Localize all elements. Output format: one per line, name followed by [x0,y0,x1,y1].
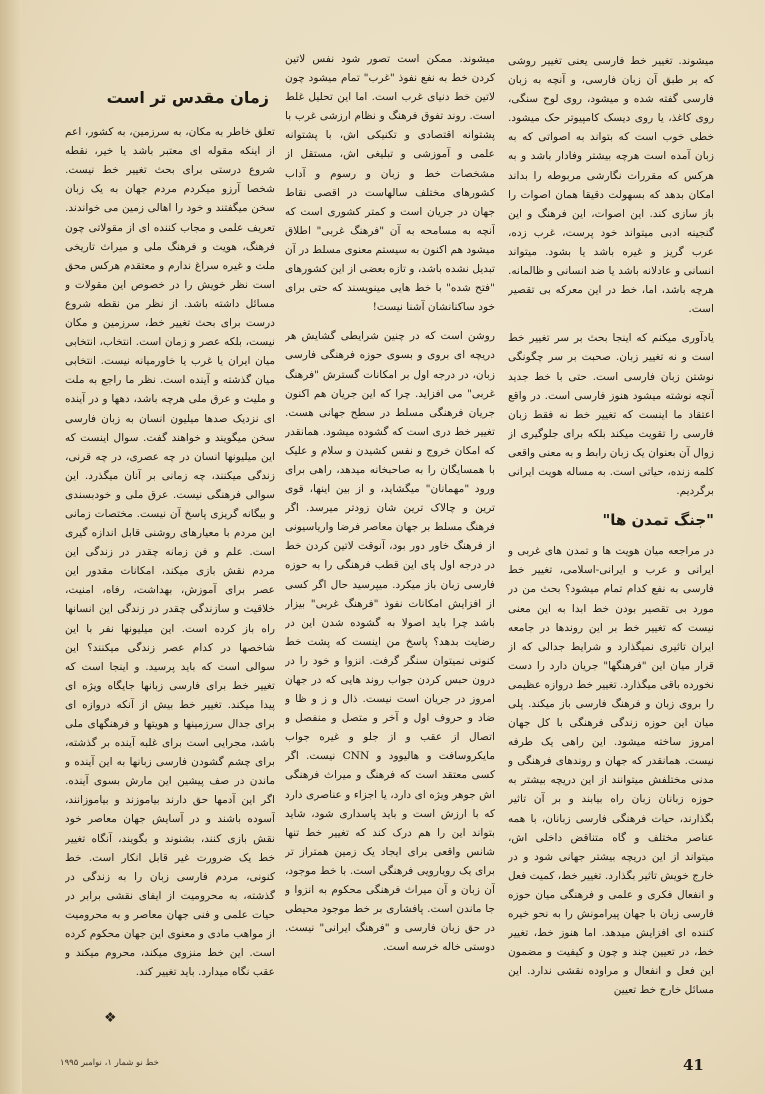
binding-shadow [0,0,22,1094]
column-left [65,52,275,1052]
paragraph: یادآوری میکنم که اینجا بحث بر سر تغییر خط است و نه تغییر زبان. صحبت بر سر چگونگی نوشتن زبان فارسی است. حتی با خط جدید آنچه نوشته میشود هنوز فارسی است. در واقع اعتقاد ما اینست که تغییر خط نه فقط زبان فارسی را تقویت میکند بلکه برای جلوگیری از زوال آن بعنوان یک زبان رابط و به معنی واقعی کلمه زنده، حیاتی است. به مساله هویت ایرانی برگردیم. [508,332,714,498]
end-ornament-icon: ❖ [104,1010,117,1026]
paragraph: میشوند. ممکن است تصور شود نفس لاتین کردن خط به نفع نفوذ "غرب" تمام میشود چون لاتین خط دنیای غرب است. اما این تحلیل غلط است. روند تفوق فرهنگ و نظام ارزشی غرب با پشتوانه اقتصادی و تکنیکی اش، با پشتوانه علمی و آموزشی و تبلیغی اش، مستقل از مشخصات خط و زبان و رسوم و آداب کشورهای مختلف سالهاست در اقصی نقاط جهان در جریان است و کمتر کشوری است که آنچه به مسامحه به آن "فرهنگ غربی" اطلاق میشود هم اکنون به سیستم معنوی مسلط در آن تبدیل نشده باشد، و تازه بعضی از این کشورهای "فتح شده" با خط هایی مینویسند که حتی برای خود ساکنانشان آشنا نیست! [285,53,495,314]
paragraph: روشن است که در چنین شرایطی گشایش هر دریچه ای بروی و بسوی حوزه فرهنگی فارسی زبان، در درجه اول بر امکانات گسترش "فرهنگ غربی" می افزاید. چرا که این جریان هم اکنون جریان فرهنگی مسلط در سطح جهانی هست. تغییر خط دری است که گشوده میشود. همانقدر که امکان خروج و نفس کشیدن و سلام و علیک با همسایگان را به صاحبخانه میدهد، راهی برای ورود "مهمانان" میگشاید، و از بین اینها، قوی ترین و چالاک ترین شان زودتر میرسد. اگر فرهنگ مسلط بر جهان معاصر فرضا واریاسیونی از فرهنگ خاور دور بود، آنوقت لاتین کردن خط در درجه اول پای این قطب فرهنگی را به حوزه فارسی زبان باز میکرد. میپرسید حال اگر کسی از افزایش امکانات نفوذ "فرهنگ غربی" بیزار باشد چرا باید اصولا به گشوده شدن این در رضایت بدهد؟ پاسخ من اینست که پشت خط کنونی نمیتوان سنگر گرفت. انزوا و خود را در درون حبس کردن جواب روند هایی که در جهان امروز در جریان است نیست. ذال و ز و ظا و ضاد و حروف اول و آخر و متصل و منفصل و اتصال از عقب و از جلو و غیره جواب مایکروسافت و هالیوود و CNN نیست. اگر کسی معتقد است که فرهنگ و میراث فرهنگی اش جوهر ویژه ای دارد، یا اجزاء و عناصری دارد که با ارزش است و باید پاسداری شود، شاید بتواند این را هم درک کند که تغییر خط تنها شانس واقعی برای ایجاد یک زمین همتراز تر برای یک رویارویی فرهنگی است. با خط موجود، آن زبان و آن میراث فرهنگی محکوم به انزوا و جا ماندن است. پافشاری بر خط موجود محیطی در حق زبان فارسی و "فرهنگ ایرانی" نیست. دوستی خاله خرسه است. [285,330,495,954]
column-right [508,52,714,1037]
paragraph: میشوند. تغییر خط فارسی یعنی تغییر روشی که بر طبق آن زبان فارسی، و آنچه به زبان فارسی گفته شده و میشود، روی لوح سنگی، روی کاغذ، یا روی دیسک کامپیوتر حک میشود. خطی خوب است که بتواند به اصواتی که به زبان آمده است هرچه بیشتر وفادار باشد و به هرکس که مقررات نگارشی مربوطه را بداند امکان بدهد که بسهولت دقیقا همان اصوات را باز سازی کند. این اصوات، این فرهنگ و این گنجینه ادبی میتواند خود پرست، غرب زده، عرب گریز و غیره باشد یا بشود. میتواند انسانی و عادلانه باشد یا ضد انسانی و ظالمانه. هرچه باشد، اما، خط در این معرکه بی تقصیر است. [508,55,714,316]
paragraph: در مراجعه میان هویت ها و تمدن های غربی و ایرانی و عرب و ایرانی-اسلامی، تغییر خط فارسی به نفع کدام تمام میشود؟ بحث من در مورد بی تقصیر بودن خط ابدا به این معنی نیست که تغییر خط بر این روندها در جامعه ایران تاثیری نمیگذارد و شرایط جدالی که از قرار میان این "فرهنگها" جریان دارد را دست نخورده باقی میگذارد. تغییر خط دروازه عظیمی را بروی زبان و فرهنگ فارسی باز میکند. پلی میان این حوزه زندگی فرهنگی با کل جهان امروز ساخته میشود. این راهی یک طرفه نیست. همانقدر که جهان و روندهای فرهنگی و مدنی مختلفش میتوانند از این دریچه بیشتر به حوزه زبانان زبان راه بیابند و بر آن تاثیر بگذارند، حیات فرهنگی فارسی زبانان، با همه عناصر مختلف و گاه متناقض داخلی اش، میتواند از این دریچه بیشتر جهانی شود و در خارج خویش تاثیر بگذارد. تغییر خط، کمیت فعل و انفعال فکری و علمی و فرهنگی میان حوزه فارسی زبان با جهان پیرامونش را به نحو خیره کننده ای افزایش میدهد. اما هنوز خط، تغییر خط، در تعیین چند و چون و کیفیت و مضمون این فعل و انفعال و مراوده نقشی ندارد. این مسائل خارج خط تعیین [508,545,714,997]
column-middle [285,50,495,1040]
paragraph: تعلق خاطر به مکان، به سرزمین، به کشور، اعم از اینکه مقوله ای معتبر باشد یا خیر، نقطه شروع درستی برای بحث تغییر خط نیست. شخصا آرزو میکردم مردم جهان به یک زبان سخن میگفتند و خود را اهالی زمین می خواندند. تعریف علمی و مجاب کننده ای از مقولاتی چون فرهنگ، هویت و فرهنگ ملی و میراث تاریخی ملت و غیره سراغ ندارم و معتقدم هرکس محق است نظر خویش را در خصوص این مقولات و مسائل داشته باشد. از نظر من نقطه شروع درست برای بحث تغییر خط، سرزمین و مکان نیست، بلکه عصر و زمان است. انتخاب، انتخابی میان ایران یا غرب یا خاورمیانه نیست. انتخابی میان گذشته و آینده است. نظر ما راجع به ملت و ملیت و عرق ملی هرچه باشد، دهها و در آینده ای نزدیک صدها میلیون انسان به زبان فارسی سخن میگویند و خواهند گفت. سوال اینست که این میلیونها انسان در چه عصری، در چه قرنی، زندگی میکنند، چه زمانی بر آنان میگذرد. این سوالی فرهنگی نیست. عرق ملی و خودبسندی و بیگانه گریزی پاسخ آن نیست. مختصات زمانی این مردم با معیارهای روشنی قابل اندازه گیری است. علم و فن زمانه چقدر در زندگی این مردم نقش بازی میکند، امکانات مقدور این عصر برای آموزش، بهداشت، رفاه، امنیت، خلاقیت و سازندگی چقدر در زندگی این انسانها راه باز کرده است. این میلیونها نفر با این شاخصها در کدام عصر زندگی میکنند؟ این سوالی است که باید پرسید. و اینجا است که تغییر خط برای فارسی زبانها جایگاه ویژه ای پیدا میکند. تغییر خط بیش از آنکه دروازه ای برای جدال سرزمینها و هویتها و فرهنگهای ملی باشد، مجرایی است برای غلبه آینده بر گذشته، برای چشم گشودن فارسی زبانها به این آینده و ماندن در صف پیشین این مارش بسوی آینده. اگر این آدمها حق دارند بیاموزند و بیاموزانند، آسوده باشند و در آسایش جهان معاصر خود نقش بازی کنند، بشنوند و بگویند، آنگاه تغییر خط یک ضرورت غیر قابل انکار است. خط کنونی، مردم فارسی زبان را به زندگی در گذشته، به محرومیت از ایفای نقشی برابر در حیات علمی و فنی جهان معاصر و به محرومیت از مواهب مادی و معنوی این جهان محکوم کرده است. این خط منزوی میکند، محروم میکند و عقب نگاه میدارد. باید تغییر کند. [65,126,275,979]
footer-issue-line: خط نو شمار ۱، نوامبر ۱۹۹۵ [60,1058,159,1068]
section-heading-time: زمان مقدس تر است [106,88,269,107]
page-number: 41 [683,1056,704,1074]
section-heading-clash: "جنگ تمدن ها" [602,511,714,530]
